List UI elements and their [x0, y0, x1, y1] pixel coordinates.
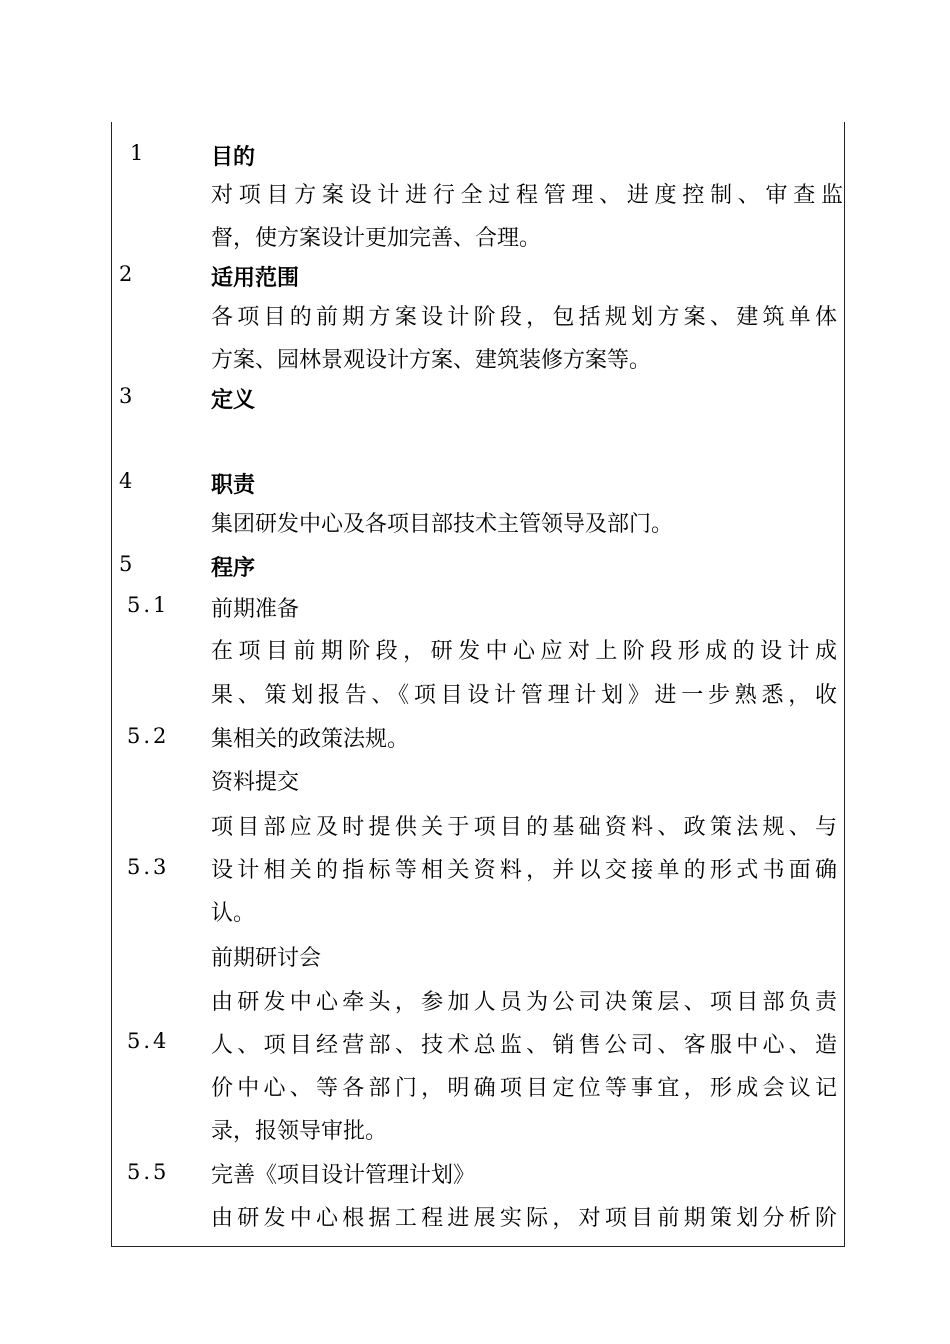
- subsection-number: 5.2: [127, 724, 170, 748]
- subsection-number: 5.5: [127, 1160, 170, 1184]
- paragraph-line: 方案、园林景观设计方案、建筑装修方案等。: [211, 348, 652, 373]
- subsection-title: 前期研讨会: [211, 946, 322, 971]
- subsection-number: 5.4: [127, 1029, 170, 1053]
- paragraph-line: 价中心、等各部门，明确项目定位等事宜，形成会议记: [211, 1076, 837, 1101]
- subsection-number: 5.1: [127, 593, 170, 617]
- section-number: 4: [119, 469, 133, 493]
- paragraph-line: 果、策划报告、《项目设计管理计划》进一步熟悉，收: [211, 683, 837, 708]
- paragraph-line: 对项目方案设计进行全过程管理、进度控制、审查监: [211, 183, 843, 208]
- section-title: 职责: [211, 472, 256, 498]
- paragraph-line: 集相关的政策法规。: [211, 727, 410, 752]
- paragraph-line: 由研发中心牵头，参加人员为公司决策层、项目部负责: [211, 990, 837, 1015]
- section-number: 1: [130, 141, 144, 165]
- section-number: 2: [119, 262, 133, 286]
- paragraph-line: 督，使方案设计更加完善、合理。: [211, 226, 542, 251]
- paragraph-line: 各项目的前期方案设计阶段，包括规划方案、建筑单体: [211, 305, 837, 330]
- subsection-title: 完善《项目设计管理计划》: [211, 1163, 476, 1188]
- paragraph-line: 由研发中心根据工程进展实际，对项目前期策划分析阶: [211, 1206, 837, 1231]
- paragraph-line: 项目部应及时提供关于项目的基础资料、政策法规、与: [211, 815, 837, 840]
- paragraph-line: 在项目前期阶段，研发中心应对上阶段形成的设计成: [211, 639, 837, 664]
- subsection-number: 5.3: [127, 855, 170, 879]
- section-number: 3: [119, 384, 133, 408]
- subsection-title: 前期准备: [211, 597, 300, 622]
- paragraph-line: 设计相关的指标等相关资料，并以交接单的形式书面确: [211, 858, 837, 883]
- section-title: 适用范围: [211, 265, 300, 291]
- paragraph-line: 录，报领导审批。: [211, 1119, 388, 1144]
- section-number: 5: [119, 552, 133, 576]
- paragraph-line: 认。: [211, 901, 256, 926]
- paragraph-line: 人、项目经营部、技术总监、销售公司、客服中心、造: [211, 1033, 837, 1058]
- paragraph-line: 集团研发中心及各项目部技术主管领导及部门。: [211, 512, 674, 537]
- section-title: 程序: [211, 555, 256, 581]
- subsection-title: 资料提交: [211, 770, 300, 795]
- section-title: 定义: [211, 387, 256, 413]
- section-title: 目的: [211, 144, 256, 170]
